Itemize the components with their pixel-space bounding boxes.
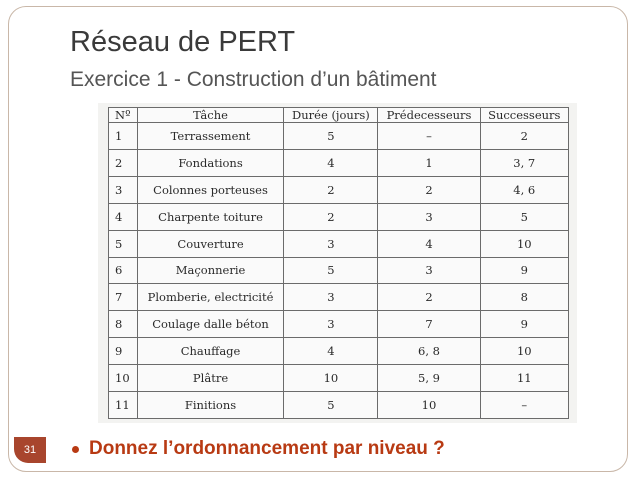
cell-successors: 8 xyxy=(480,284,568,311)
cell-predecessors: 3 xyxy=(378,257,480,284)
cell-task: Chauffage xyxy=(137,338,284,365)
cell-predecessors: 3 xyxy=(378,203,480,230)
table-row xyxy=(109,365,569,392)
cell-task: Terrassement xyxy=(137,123,284,150)
column-header-duration: Durée (jours) xyxy=(284,108,378,123)
table-header-row xyxy=(109,108,569,123)
cell-duration: 3 xyxy=(284,230,378,257)
cell-predecessors: 6, 8 xyxy=(378,338,480,365)
cell-duration: 10 xyxy=(284,365,378,392)
cell-successors: 9 xyxy=(480,257,568,284)
column-header-predecessors: Prédecesseurs xyxy=(378,108,480,123)
column-header-task: Tâche xyxy=(137,108,284,123)
column-header-number: Nº xyxy=(109,108,138,123)
cell-successors: 10 xyxy=(480,338,568,365)
cell-number: 8 xyxy=(109,311,138,338)
cell-predecessors: 1 xyxy=(378,149,480,176)
cell-successors: 11 xyxy=(480,365,568,392)
bullet-item xyxy=(72,438,445,460)
cell-predecessors: – xyxy=(378,123,480,150)
cell-task: Coulage dalle béton xyxy=(137,311,284,338)
cell-duration: 3 xyxy=(284,311,378,338)
table-row xyxy=(109,311,569,338)
cell-duration: 5 xyxy=(284,123,378,150)
cell-number: 4 xyxy=(109,203,138,230)
cell-predecessors: 2 xyxy=(378,284,480,311)
cell-duration: 4 xyxy=(284,149,378,176)
cell-predecessors: 10 xyxy=(378,392,480,419)
slide-title: Réseau de PERT xyxy=(70,26,296,58)
cell-number: 10 xyxy=(109,365,138,392)
cell-duration: 2 xyxy=(284,176,378,203)
cell-task: Plâtre xyxy=(137,365,284,392)
cell-number: 3 xyxy=(109,176,138,203)
cell-predecessors: 7 xyxy=(378,311,480,338)
cell-number: 11 xyxy=(109,392,138,419)
cell-successors: 5 xyxy=(480,203,568,230)
cell-duration: 5 xyxy=(284,392,378,419)
cell-number: 5 xyxy=(109,230,138,257)
pert-table xyxy=(108,107,569,419)
cell-successors: – xyxy=(480,392,568,419)
table-body xyxy=(109,123,569,419)
cell-number: 9 xyxy=(109,338,138,365)
cell-successors: 2 xyxy=(480,123,568,150)
slide-number-badge xyxy=(14,437,46,463)
cell-duration: 2 xyxy=(284,203,378,230)
cell-duration: 5 xyxy=(284,257,378,284)
column-header-successors: Successeurs xyxy=(480,108,568,123)
cell-successors: 9 xyxy=(480,311,568,338)
cell-number: 7 xyxy=(109,284,138,311)
table-row xyxy=(109,123,569,150)
slide-subtitle: Exercice 1 - Construction d’un bâtiment xyxy=(70,68,437,91)
cell-task: Finitions xyxy=(137,392,284,419)
cell-duration: 4 xyxy=(284,338,378,365)
cell-successors: 4, 6 xyxy=(480,176,568,203)
table-row xyxy=(109,203,569,230)
cell-predecessors: 5, 9 xyxy=(378,365,480,392)
cell-number: 1 xyxy=(109,123,138,150)
table-row xyxy=(109,176,569,203)
cell-task: Plomberie, electricité xyxy=(137,284,284,311)
cell-task: Charpente toiture xyxy=(137,203,284,230)
cell-task: Couverture xyxy=(137,230,284,257)
cell-duration: 3 xyxy=(284,284,378,311)
cell-number: 6 xyxy=(109,257,138,284)
bullet-text: Donnez l’ordonnancement par niveau ? xyxy=(89,438,445,459)
cell-task: Fondations xyxy=(137,149,284,176)
slide-number: 31 xyxy=(23,444,37,456)
table-row xyxy=(109,338,569,365)
cell-task: Maçonnerie xyxy=(137,257,284,284)
cell-successors: 3, 7 xyxy=(480,149,568,176)
table-row xyxy=(109,284,569,311)
cell-predecessors: 4 xyxy=(378,230,480,257)
table-row xyxy=(109,257,569,284)
bullet-icon xyxy=(72,446,79,453)
table-row xyxy=(109,149,569,176)
cell-successors: 10 xyxy=(480,230,568,257)
table-row xyxy=(109,392,569,419)
cell-predecessors: 2 xyxy=(378,176,480,203)
cell-number: 2 xyxy=(109,149,138,176)
pert-table-image xyxy=(98,103,577,423)
cell-task: Colonnes porteuses xyxy=(137,176,284,203)
table-row xyxy=(109,230,569,257)
